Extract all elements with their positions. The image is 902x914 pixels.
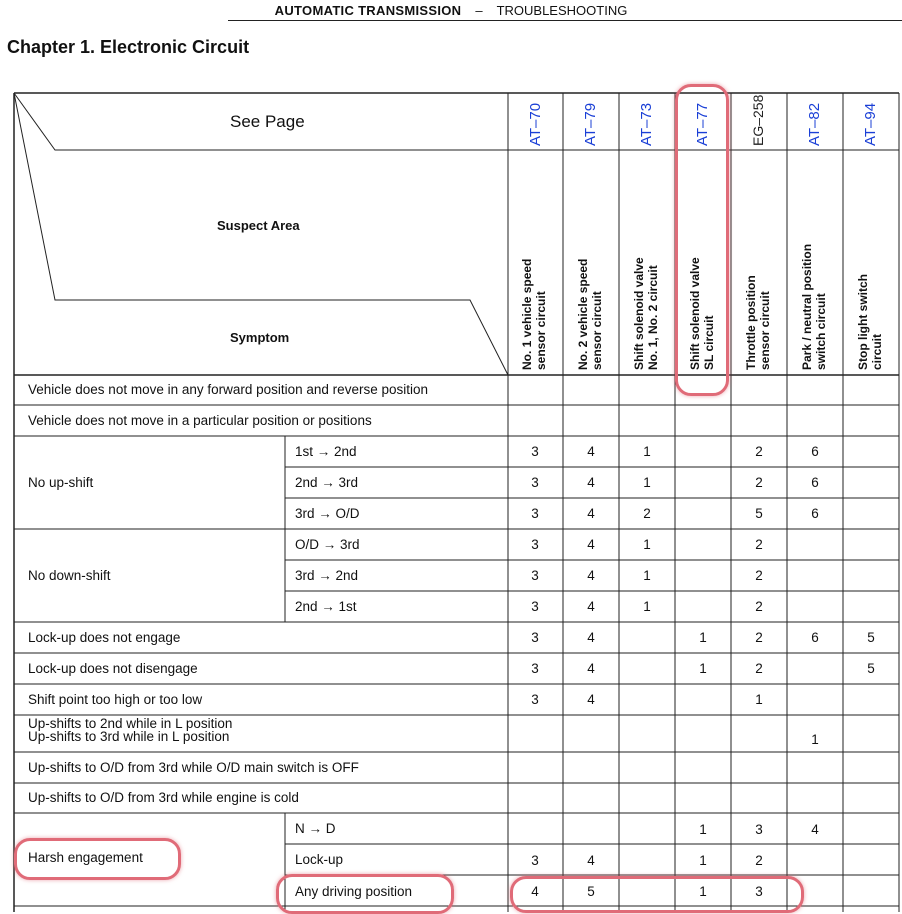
value-cell: 1 <box>755 692 763 707</box>
value-cell: 1 <box>643 444 651 459</box>
symptom-lockup-not-disengage: Lock-up does not disengage <box>28 661 198 676</box>
value-cell: 6 <box>811 630 819 645</box>
symptom-no-move-all: Vehicle does not move in any forward position and reverse position <box>28 382 428 397</box>
sub-od-3rd: O/D → 3rd <box>295 537 360 552</box>
sub-3rd-od: 3rd → O/D <box>295 506 360 521</box>
page-ref-at94: AT–94 <box>862 102 879 146</box>
value-cell: 4 <box>587 630 595 645</box>
value-cell: 4 <box>531 884 539 899</box>
value-cell: 3 <box>531 444 539 459</box>
value-cell: 1 <box>699 661 707 676</box>
value-cell: 5 <box>587 884 595 899</box>
value-cell: 4 <box>811 822 819 837</box>
suspect-area-col2: No. 2 vehicle speed sensor circuit <box>576 258 604 370</box>
chapter-title: Chapter 1. Electronic Circuit <box>7 37 250 57</box>
value-cell: 4 <box>587 599 595 614</box>
value-cell: 5 <box>867 630 875 645</box>
value-cell: 2 <box>755 661 763 676</box>
value-cell: 1 <box>643 568 651 583</box>
sub-n-d: N → D <box>295 821 336 836</box>
value-cell: 4 <box>587 568 595 583</box>
value-cell: 2 <box>755 568 763 583</box>
value-cell: 1 <box>699 630 707 645</box>
header-separator: – <box>475 3 483 18</box>
symptom-upshift-od-off: Up-shifts to O/D from 3rd while O/D main switch is OFF <box>28 760 359 775</box>
page-ref-at79: AT–79 <box>582 102 599 146</box>
sub-lockup: Lock-up <box>295 852 344 867</box>
sub-1st-2nd: 1st → 2nd <box>295 444 357 459</box>
value-cell: 6 <box>811 506 819 521</box>
value-cell: 3 <box>531 537 539 552</box>
sub-2nd-1st: 2nd → 1st <box>295 599 357 614</box>
value-cell: 4 <box>587 692 595 707</box>
symptom-no-downshift: No down-shift <box>28 568 111 583</box>
value-cell: 1 <box>699 884 707 899</box>
value-cell: 2 <box>755 630 763 645</box>
value-cell: 2 <box>755 475 763 490</box>
value-cell: 2 <box>755 853 763 868</box>
value-cell: 1 <box>699 853 707 868</box>
sub-any-driving: Any driving position <box>295 884 413 899</box>
symptom-no-move-particular: Vehicle does not move in a particular position or positions <box>28 413 372 428</box>
value-cell: 4 <box>587 537 595 552</box>
value-cell: 2 <box>755 599 763 614</box>
value-cell: 6 <box>811 475 819 490</box>
page-ref-eg258: EG–258 <box>750 94 766 146</box>
symptom-upshift-od-cold: Up-shifts to O/D from 3rd while engine is cold <box>28 790 299 805</box>
value-cell: 1 <box>699 822 707 837</box>
suspect-area-col7: Stop light switch circuit <box>856 274 884 370</box>
value-cell: 3 <box>531 506 539 521</box>
value-cell: 3 <box>531 853 539 868</box>
symptom-harsh-engagement: Harsh engagement <box>28 850 143 865</box>
symptom-no-upshift: No up-shift <box>28 475 94 490</box>
value-cell: 2 <box>755 537 763 552</box>
value-cell: 5 <box>867 661 875 676</box>
symptom-upshift-l: Up-shifts to 2nd while in L position Up-shifts to 3rd while in L position <box>28 716 233 744</box>
value-cell: 4 <box>587 853 595 868</box>
value-cell: 3 <box>531 568 539 583</box>
value-cell: 2 <box>643 506 651 521</box>
see-page-label: See Page <box>230 112 305 131</box>
symptom-shift-point: Shift point too high or too low <box>28 692 203 707</box>
value-cell: 1 <box>811 732 819 747</box>
value-cell: 6 <box>811 444 819 459</box>
value-cell: 3 <box>531 475 539 490</box>
page-ref-at73: AT–73 <box>638 102 655 146</box>
value-cell: 3 <box>531 599 539 614</box>
value-cell: 2 <box>755 444 763 459</box>
value-cell: 1 <box>643 537 651 552</box>
value-cell: 3 <box>531 661 539 676</box>
suspect-area-col1: No. 1 vehicle speed sensor circuit <box>520 258 548 370</box>
value-cell: 3 <box>755 822 763 837</box>
value-cell: 1 <box>643 599 651 614</box>
suspect-area-col5: Throttle position sensor circuit <box>744 275 772 370</box>
value-cell: 4 <box>587 444 595 459</box>
value-cell: 4 <box>587 506 595 521</box>
page-ref-at82: AT–82 <box>806 102 823 146</box>
suspect-area-label: Suspect Area <box>217 218 300 233</box>
sub-3rd-2nd: 3rd → 2nd <box>295 568 359 583</box>
suspect-area-col6: Park / neutral position switch circuit <box>800 243 828 370</box>
suspect-area-col3: Shift solenoid valve No. 1, No. 2 circuit <box>632 257 660 370</box>
symptom-lockup-not-engage: Lock-up does not engage <box>28 630 181 645</box>
value-cell: 4 <box>587 475 595 490</box>
header-section: AUTOMATIC TRANSMISSION <box>274 3 462 18</box>
value-cell: 3 <box>755 884 763 899</box>
value-cell: 3 <box>531 630 539 645</box>
value-cell: 5 <box>755 506 763 521</box>
sub-2nd-3rd: 2nd → 3rd <box>295 475 359 490</box>
suspect-area-col4: Shift solenoid valve SL circuit <box>688 257 716 370</box>
header-subsection: TROUBLESHOOTING <box>496 3 628 18</box>
symptom-label: Symptom <box>230 330 290 345</box>
page-ref-at77: AT–77 <box>694 102 711 146</box>
value-cell: 3 <box>531 692 539 707</box>
value-cell: 4 <box>587 661 595 676</box>
value-cell: 1 <box>643 475 651 490</box>
page-ref-at70: AT–70 <box>527 102 544 146</box>
